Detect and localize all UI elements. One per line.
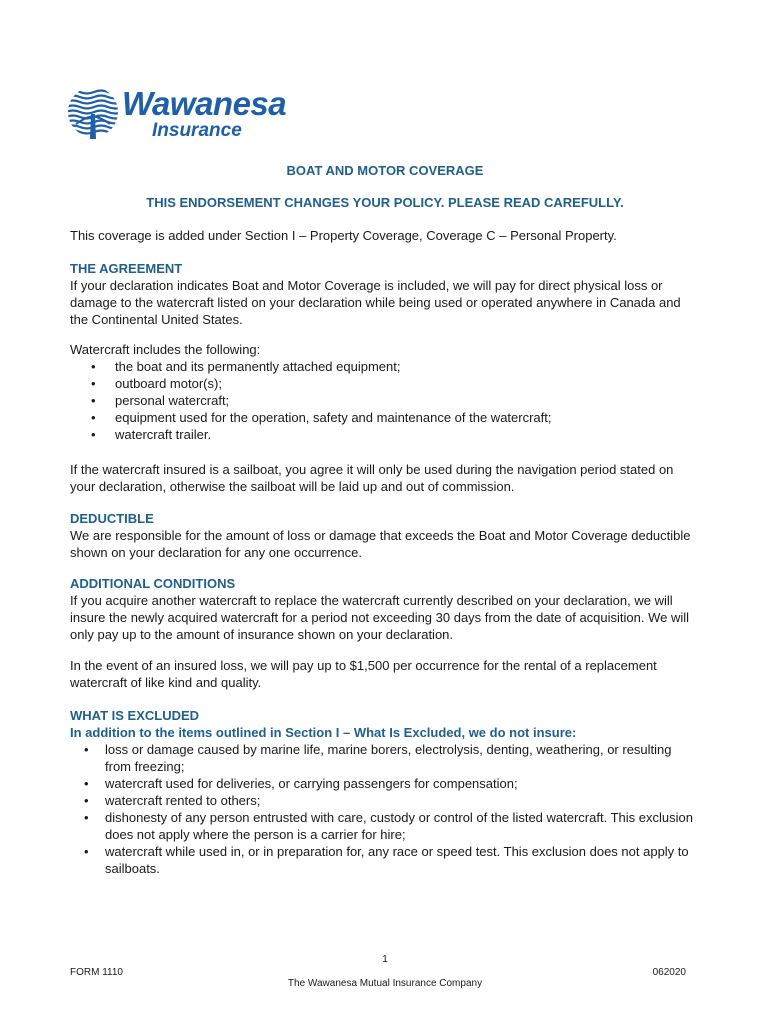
form-code: 062020: [652, 967, 686, 978]
deductible-text: We are responsible for the amount of loss or damage that exceeds the Boat and Motor Coverage deductible shown on your declaration for any one occurrence.: [70, 528, 691, 560]
exclusions-list: [70, 741, 700, 877]
endorsement-notice: THIS ENDORSEMENT CHANGES YOUR POLICY. PLEASE READ CAREFULLY.: [146, 195, 624, 210]
list-item: • dishonesty of any person entrusted with care, custody or control of the listed watercraft. This exclusion does not apply where the person is a carrier for hire;: [70, 809, 700, 843]
watercraft-section: [70, 341, 700, 443]
exclusions-subheading: In addition to the items outlined in Section I – What Is Excluded, we do not insure:: [70, 725, 577, 740]
list-item: • watercraft used for deliveries, or carrying passengers for compensation;: [70, 775, 700, 792]
logo-wordmark: Wawanesa: [122, 85, 287, 122]
logo-subtitle: Insurance: [152, 120, 242, 141]
sailboat-paragraph: If the watercraft insured is a sailboat, you agree it will only be used during the navigation period stated on your declaration, otherwise the sailboat will be laid up and out of commission.: [70, 462, 674, 494]
page-number: 1: [382, 954, 388, 965]
list-item: • watercraft trailer.: [70, 426, 700, 443]
wawanesa-logo: [66, 84, 286, 144]
list-item: • watercraft rented to others;: [70, 792, 700, 809]
exclusions-heading: WHAT IS EXCLUDED: [70, 708, 200, 723]
additional-conditions-text: If you acquire another watercraft to replace the watercraft currently described on your declaration, we will insure the newly acquired watercraft for a period not exceeding 30 days from the date of acquisition. We will only pay up to the amount of insurance shown on your declaration.: [70, 593, 690, 642]
exclusions-section: [70, 707, 700, 877]
list-item: • outboard motor(s);: [70, 375, 700, 392]
rental-paragraph: In the event of an insured loss, we will pay up to $1,500 per occurrence for the rental of a replacement watercraft of like kind and quality.: [70, 658, 657, 690]
agreement-text: If your declaration indicates Boat and Motor Coverage is included, we will pay for direct physical loss or damage to the watercraft listed on your declaration while being used or operated anywhere in Canada and the Continental United States.: [70, 278, 681, 327]
company-name: The Wawanesa Mutual Insurance Company: [287, 978, 483, 989]
deductible-heading: DEDUCTIBLE: [70, 511, 154, 526]
agreement-section: [70, 260, 700, 328]
intro-paragraph: This coverage is added under Section I – Property Coverage, Coverage C – Personal Property.: [70, 228, 617, 243]
watercraft-intro: Watercraft includes the following:: [70, 342, 261, 357]
list-item: • the boat and its permanently attached equipment;: [70, 358, 700, 375]
globe-tree-icon: [66, 84, 122, 142]
list-item: • equipment used for the operation, safety and maintenance of the watercraft;: [70, 409, 700, 426]
agreement-heading: THE AGREEMENT: [70, 261, 183, 276]
document-title: BOAT AND MOTOR COVERAGE: [286, 163, 484, 178]
watercraft-list: [70, 358, 700, 443]
list-item: • personal watercraft;: [70, 392, 700, 409]
list-item: • loss or damage caused by marine life, marine borers, electrolysis, denting, weathering, or resulting from freezing;: [70, 741, 700, 775]
additional-conditions-section: [70, 575, 700, 643]
list-item: • watercraft while used in, or in preparation for, any race or speed test. This exclusion does not apply to sailboats.: [70, 843, 700, 877]
additional-conditions-heading: ADDITIONAL CONDITIONS: [70, 576, 236, 591]
deductible-section: [70, 510, 700, 561]
form-number: FORM 1110: [70, 967, 123, 978]
